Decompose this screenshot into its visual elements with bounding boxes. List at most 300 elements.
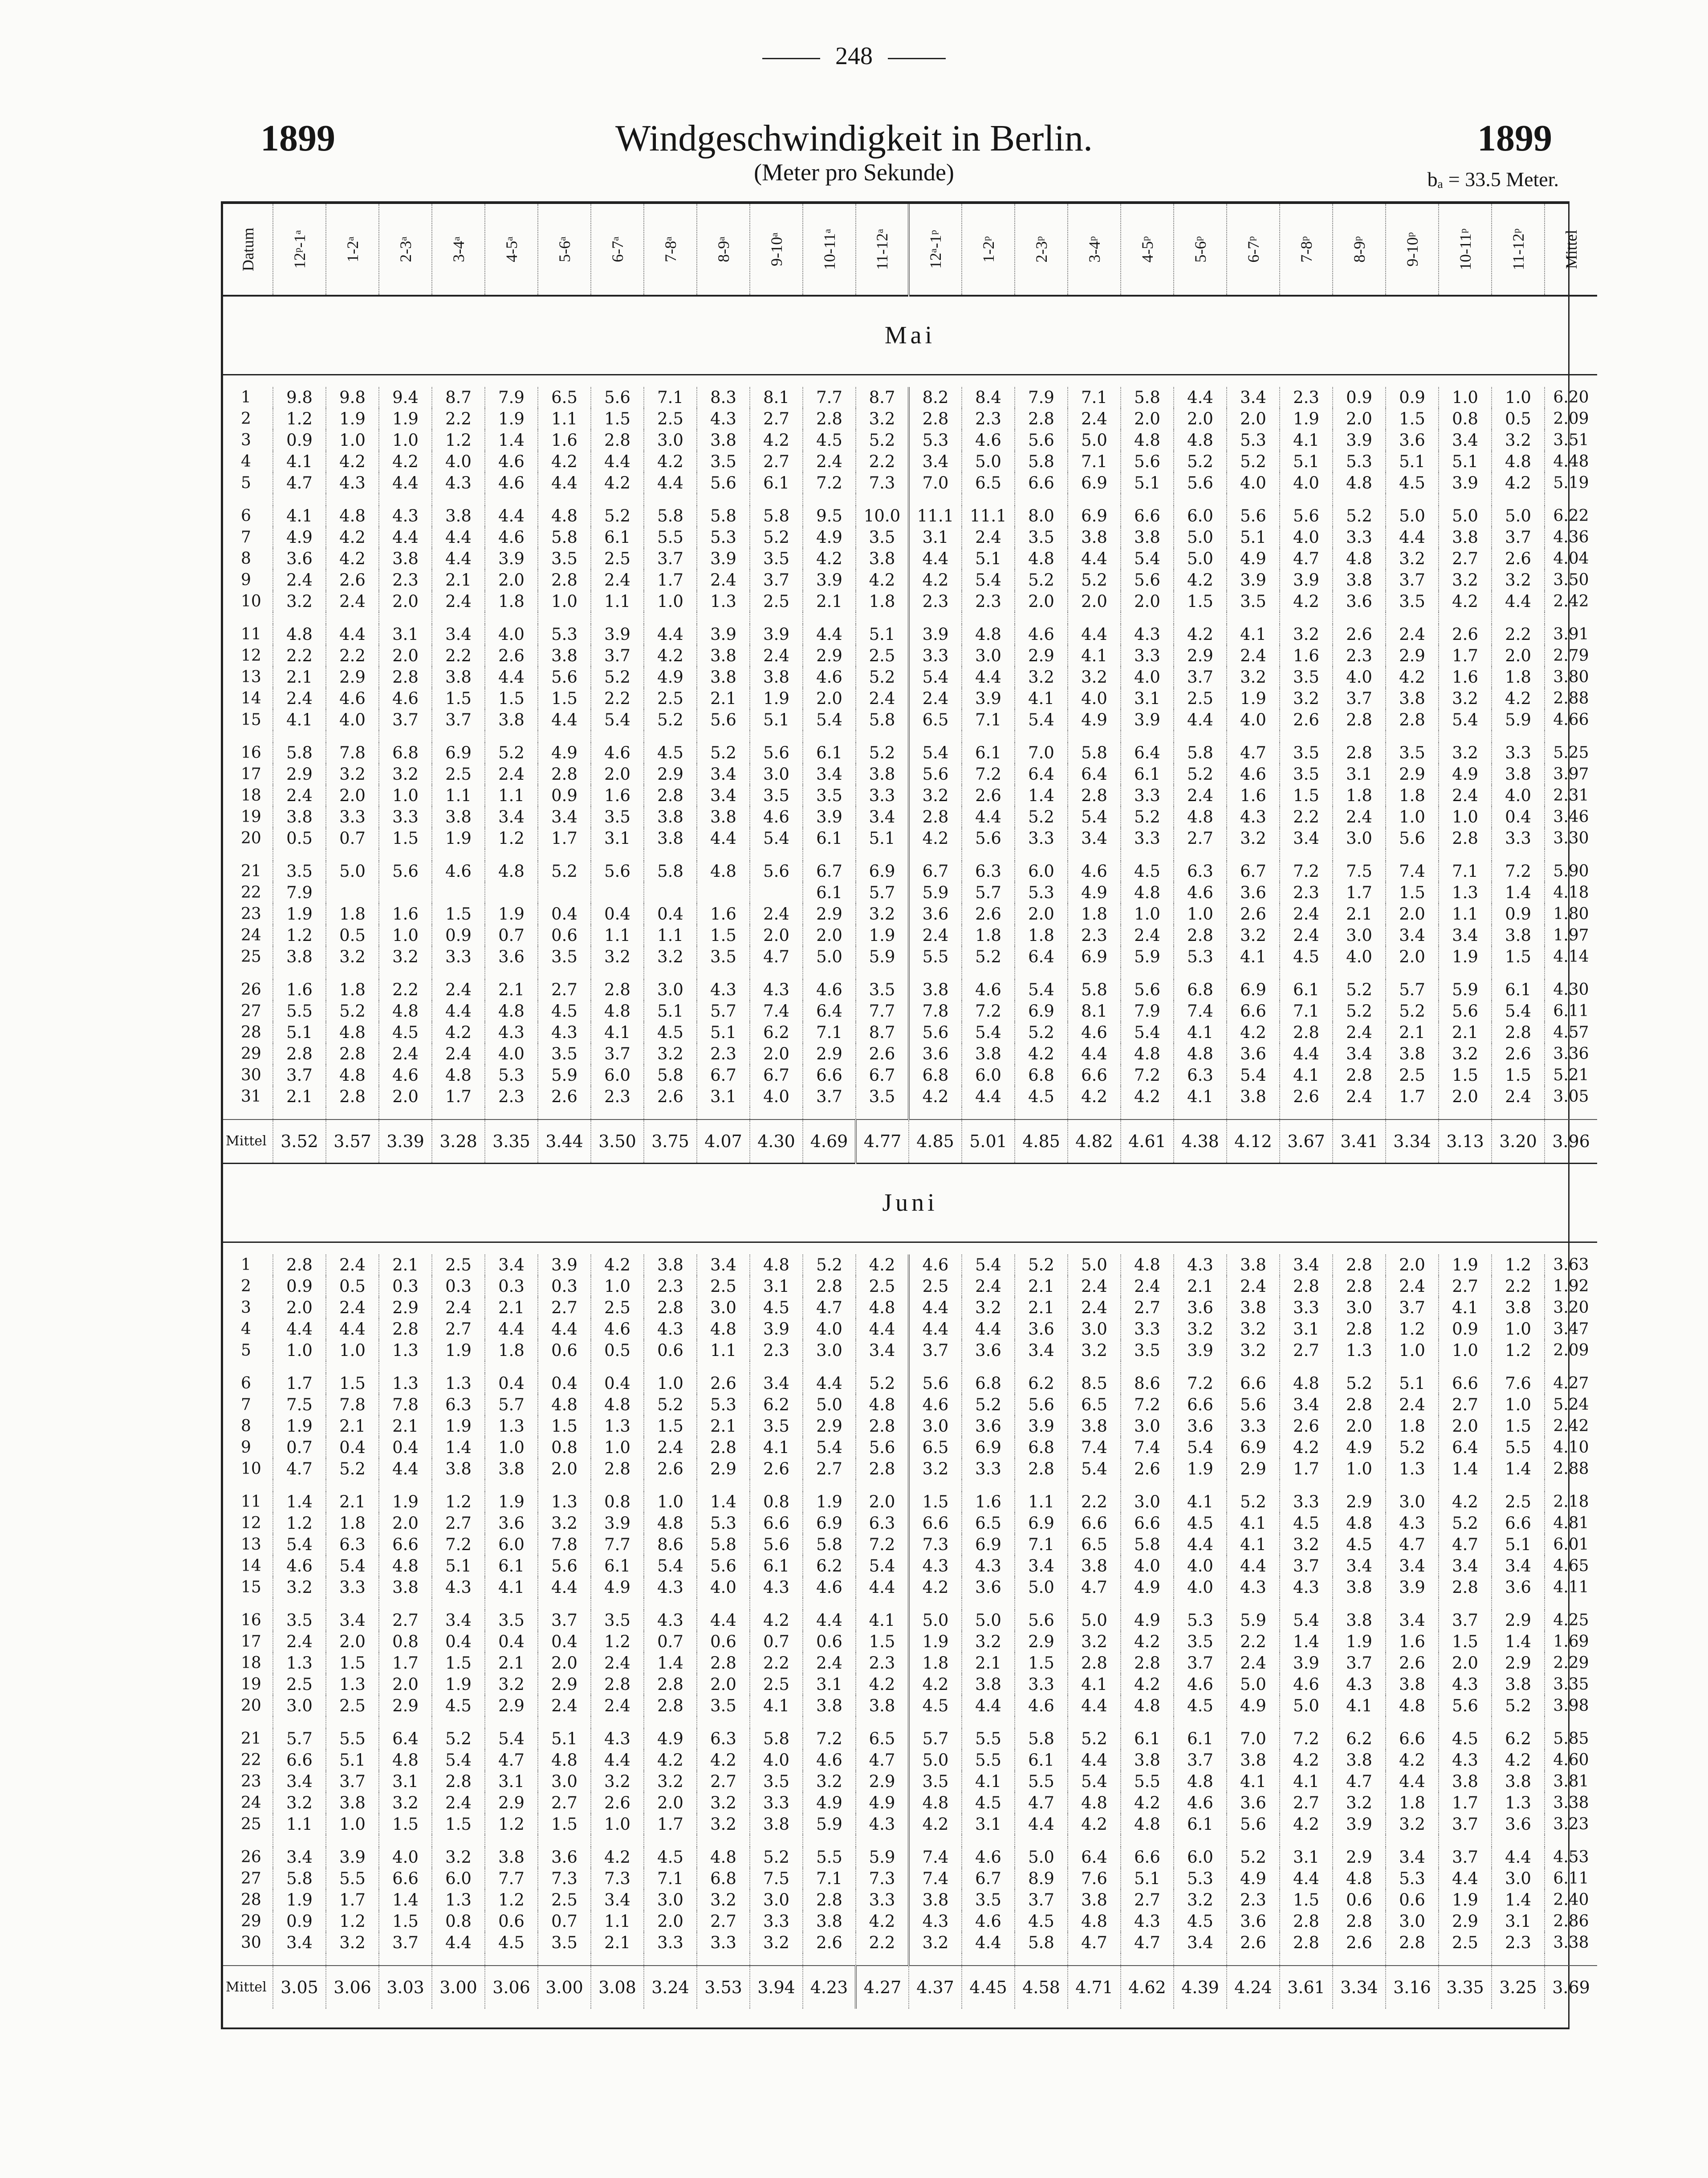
column-header-hour bbox=[1015, 204, 1068, 296]
value-cell: 4.4 bbox=[909, 1319, 962, 1340]
value-cell: 3.7 bbox=[432, 709, 485, 731]
value-cell: 5.9 bbox=[909, 882, 962, 904]
value-cell: 3.4 bbox=[1439, 1555, 1492, 1577]
value-cell: 6.9 bbox=[1068, 472, 1121, 494]
value-cell: 3.5 bbox=[909, 1771, 962, 1792]
value-cell: 2.2 bbox=[326, 645, 379, 667]
day-cell: 24 bbox=[223, 1792, 273, 1814]
table-row bbox=[223, 548, 1597, 570]
value-cell: 6.7 bbox=[856, 1065, 909, 1086]
value-cell: 5.3 bbox=[1333, 451, 1386, 472]
value-cell: 3.5 bbox=[273, 861, 326, 882]
value-cell: 2.2 bbox=[591, 688, 644, 709]
value-cell: 4.6 bbox=[432, 861, 485, 882]
value-cell: 3.5 bbox=[1227, 591, 1280, 612]
value-cell: 5.3 bbox=[697, 1513, 750, 1534]
monthly-mean-row bbox=[223, 1120, 1597, 1164]
value-cell: 3.0 bbox=[1386, 1491, 1439, 1513]
value-cell: 6.8 bbox=[962, 1373, 1015, 1394]
value-cell: 7.4 bbox=[1174, 1001, 1227, 1022]
value-cell: 2.0 bbox=[803, 688, 856, 709]
daily-mean-cell: 3.91 bbox=[1553, 625, 1589, 643]
value-cell: 4.4 bbox=[432, 548, 485, 570]
value-cell: 1.2 bbox=[485, 1889, 538, 1911]
day-cell: 8 bbox=[223, 1416, 273, 1437]
daily-mean-cell: 2.88 bbox=[1553, 1460, 1589, 1478]
value-cell: 5.1 bbox=[697, 1022, 750, 1043]
value-cell: 6.9 bbox=[1015, 1513, 1068, 1534]
value-cell: 1.8 bbox=[485, 591, 538, 612]
value-cell: 3.6 bbox=[1174, 1416, 1227, 1437]
value-cell: 3.2 bbox=[432, 1847, 485, 1868]
value-cell: 2.5 bbox=[856, 1276, 909, 1297]
value-cell: 5.4 bbox=[1015, 979, 1068, 1001]
value-cell: 1.4 bbox=[1492, 1631, 1545, 1653]
value-cell: 4.5 bbox=[644, 1022, 697, 1043]
value-cell: 3.8 bbox=[1333, 1577, 1386, 1598]
daily-mean-cell: 3.30 bbox=[1553, 829, 1589, 847]
value-cell: 1.0 bbox=[1174, 904, 1227, 925]
value-cell: 2.4 bbox=[1280, 925, 1333, 946]
value-cell: 4.0 bbox=[1333, 667, 1386, 688]
value-cell: 5.2 bbox=[1015, 570, 1068, 591]
value-cell: 6.6 bbox=[379, 1534, 432, 1555]
value-cell: 2.4 bbox=[909, 688, 962, 709]
value-cell: 4.4 bbox=[379, 527, 432, 548]
value-cell: 3.4 bbox=[1439, 430, 1492, 451]
value-cell: 5.3 bbox=[909, 430, 962, 451]
value-cell: 2.0 bbox=[485, 570, 538, 591]
value-cell: 5.8 bbox=[644, 861, 697, 882]
value-cell: 5.0 bbox=[962, 1610, 1015, 1631]
value-cell: 2.8 bbox=[909, 806, 962, 828]
value-cell: 4.9 bbox=[1068, 882, 1121, 904]
value-cell: 1.7 bbox=[432, 1086, 485, 1107]
value-cell: 6.6 bbox=[1068, 1513, 1121, 1534]
day-cell: 15 bbox=[223, 1577, 273, 1598]
value-cell: 1.0 bbox=[1439, 806, 1492, 828]
value-cell: 1.0 bbox=[591, 1276, 644, 1297]
value-cell: 2.9 bbox=[803, 1043, 856, 1065]
value-cell: 4.8 bbox=[1174, 1043, 1227, 1065]
monthly-mean-cell: 4.85 bbox=[1015, 1120, 1068, 1164]
value-cell: 4.4 bbox=[1280, 1043, 1333, 1065]
value-cell: 4.2 bbox=[697, 1750, 750, 1771]
value-cell: 5.0 bbox=[1280, 1695, 1333, 1717]
value-cell: 3.3 bbox=[1121, 645, 1174, 667]
value-cell: 2.9 bbox=[803, 1416, 856, 1437]
value-cell: 4.1 bbox=[273, 451, 326, 472]
value-cell: 4.2 bbox=[750, 430, 803, 451]
value-cell: 1.8 bbox=[1492, 667, 1545, 688]
value-cell: 4.2 bbox=[1121, 1674, 1174, 1695]
value-cell: 7.0 bbox=[909, 472, 962, 494]
value-cell: 2.4 bbox=[1068, 408, 1121, 430]
table-row bbox=[223, 527, 1597, 548]
value-cell: 1.9 bbox=[485, 408, 538, 430]
value-cell: 2.8 bbox=[591, 979, 644, 1001]
value-cell: 7.1 bbox=[962, 709, 1015, 731]
table-frame bbox=[221, 201, 1590, 2029]
monthly-mean-cell: 3.05 bbox=[273, 1966, 326, 2009]
value-cell: 6.6 bbox=[1227, 1373, 1280, 1394]
value-cell: 6.6 bbox=[1121, 1513, 1174, 1534]
monthly-mean-cell: 3.08 bbox=[591, 1966, 644, 2009]
header-row bbox=[223, 204, 1597, 296]
value-cell: 3.8 bbox=[432, 1458, 485, 1480]
value-cell: 1.9 bbox=[432, 1416, 485, 1437]
value-cell: 2.9 bbox=[1439, 1911, 1492, 1932]
value-cell: 4.1 bbox=[1227, 946, 1280, 968]
value-cell: 5.6 bbox=[697, 1555, 750, 1577]
value-cell: 2.1 bbox=[273, 1086, 326, 1107]
value-cell: 1.2 bbox=[432, 1491, 485, 1513]
value-cell: 3.1 bbox=[1280, 1847, 1333, 1868]
value-cell: 2.9 bbox=[697, 1458, 750, 1480]
value-cell: 3.0 bbox=[803, 1340, 856, 1361]
monthly-mean-cell: 3.06 bbox=[326, 1966, 379, 2009]
value-cell: 1.9 bbox=[485, 904, 538, 925]
value-cell: 2.8 bbox=[909, 408, 962, 430]
value-cell: 3.2 bbox=[644, 946, 697, 968]
value-cell: 6.4 bbox=[1015, 946, 1068, 968]
value-cell: 0.7 bbox=[485, 925, 538, 946]
value-cell: 1.4 bbox=[1439, 1458, 1492, 1480]
value-cell: 3.7 bbox=[591, 1043, 644, 1065]
value-cell: 5.6 bbox=[1174, 472, 1227, 494]
value-cell: 4.2 bbox=[1386, 1750, 1439, 1771]
value-cell: 4.8 bbox=[1174, 806, 1227, 828]
value-cell: 2.2 bbox=[750, 1653, 803, 1674]
value-cell: 5.0 bbox=[1068, 430, 1121, 451]
value-cell: 1.5 bbox=[432, 1653, 485, 1674]
value-cell: 8.7 bbox=[432, 387, 485, 408]
column-header-hour bbox=[962, 204, 1015, 296]
value-cell: 2.8 bbox=[591, 1674, 644, 1695]
value-cell: 1.8 bbox=[1386, 1416, 1439, 1437]
value-cell: 5.5 bbox=[1015, 1771, 1068, 1792]
value-cell: 5.2 bbox=[1333, 505, 1386, 527]
value-cell: 2.7 bbox=[750, 408, 803, 430]
value-cell: 2.1 bbox=[326, 1416, 379, 1437]
value-cell: 3.3 bbox=[697, 1932, 750, 1954]
value-cell: 1.0 bbox=[1492, 1319, 1545, 1340]
value-cell: 5.4 bbox=[591, 709, 644, 731]
value-cell: 1.4 bbox=[1280, 1631, 1333, 1653]
value-cell: 1.8 bbox=[326, 979, 379, 1001]
station-height: bₐ = 33.5 Meter. bbox=[1427, 168, 1559, 191]
value-cell: 2.9 bbox=[1333, 1491, 1386, 1513]
value-cell: 5.6 bbox=[750, 861, 803, 882]
value-cell: 3.1 bbox=[379, 1771, 432, 1792]
table-row bbox=[223, 591, 1597, 612]
value-cell: 3.9 bbox=[538, 1254, 591, 1276]
monthly-mean-cell: 3.69 bbox=[1545, 1966, 1597, 2009]
value-cell: 3.8 bbox=[1386, 1674, 1439, 1695]
value-cell: 4.2 bbox=[591, 472, 644, 494]
value-cell: 3.8 bbox=[538, 645, 591, 667]
day-cell: 9 bbox=[223, 570, 273, 591]
value-cell: 3.7 bbox=[1280, 1555, 1333, 1577]
value-cell: 6.6 bbox=[1492, 1513, 1545, 1534]
value-cell: 4.7 bbox=[485, 1750, 538, 1771]
value-cell: 7.3 bbox=[909, 1534, 962, 1555]
value-cell: 0.9 bbox=[538, 785, 591, 806]
value-cell: 1.0 bbox=[326, 430, 379, 451]
value-cell: 2.5 bbox=[432, 764, 485, 785]
value-cell: 1.4 bbox=[1015, 785, 1068, 806]
value-cell: 4.0 bbox=[326, 709, 379, 731]
value-cell: 3.8 bbox=[856, 764, 909, 785]
value-cell: 3.8 bbox=[1492, 1297, 1545, 1319]
value-cell: 3.5 bbox=[856, 527, 909, 548]
column-header-label: Mittel bbox=[1562, 230, 1580, 269]
value-cell: 4.3 bbox=[697, 408, 750, 430]
value-cell: 3.0 bbox=[1492, 1868, 1545, 1889]
month-heading: Juni bbox=[223, 1164, 1597, 1242]
value-cell: 3.1 bbox=[1333, 764, 1386, 785]
value-cell: 5.6 bbox=[1121, 979, 1174, 1001]
column-header-hour bbox=[1439, 204, 1492, 296]
value-cell: 1.9 bbox=[909, 1631, 962, 1653]
value-cell: 2.3 bbox=[909, 591, 962, 612]
value-cell: 1.0 bbox=[644, 1491, 697, 1513]
value-cell: 3.4 bbox=[485, 1254, 538, 1276]
value-cell: 4.7 bbox=[856, 1750, 909, 1771]
value-cell: 5.2 bbox=[856, 742, 909, 764]
column-header-hour bbox=[432, 204, 485, 296]
value-cell: 4.1 bbox=[1174, 1086, 1227, 1107]
monthly-mean-cell: 4.71 bbox=[1068, 1966, 1121, 2009]
table-row bbox=[223, 806, 1597, 828]
value-cell: 1.9 bbox=[485, 1491, 538, 1513]
value-cell: 4.8 bbox=[909, 1792, 962, 1814]
value-cell: 2.4 bbox=[1333, 1022, 1386, 1043]
value-cell: 3.2 bbox=[379, 764, 432, 785]
value-cell: 3.8 bbox=[750, 667, 803, 688]
table-row bbox=[223, 1458, 1597, 1480]
table-row bbox=[223, 946, 1597, 968]
value-cell: 4.0 bbox=[1227, 472, 1280, 494]
day-cell: 21 bbox=[223, 1728, 273, 1750]
value-cell: 6.4 bbox=[1068, 764, 1121, 785]
value-cell: 3.8 bbox=[697, 667, 750, 688]
value-cell: 6.5 bbox=[962, 472, 1015, 494]
value-cell: 6.6 bbox=[750, 1513, 803, 1534]
value-cell: 1.5 bbox=[1492, 946, 1545, 968]
value-cell: 3.4 bbox=[697, 1254, 750, 1276]
value-cell: 4.1 bbox=[1280, 1065, 1333, 1086]
column-header-label: 9-10ᵃ bbox=[767, 232, 785, 266]
value-cell: 2.6 bbox=[1333, 1932, 1386, 1954]
value-cell: 4.0 bbox=[1068, 688, 1121, 709]
value-cell: 4.2 bbox=[644, 451, 697, 472]
value-cell: 6.1 bbox=[591, 1555, 644, 1577]
value-cell: 1.0 bbox=[1386, 806, 1439, 828]
value-cell: 4.9 bbox=[1121, 1610, 1174, 1631]
value-cell: 4.3 bbox=[432, 1577, 485, 1598]
column-header-datum bbox=[223, 204, 273, 296]
value-cell: 3.2 bbox=[697, 1814, 750, 1835]
value-cell: 3.6 bbox=[1227, 1043, 1280, 1065]
value-cell: 7.4 bbox=[1386, 861, 1439, 882]
value-cell: 3.8 bbox=[697, 430, 750, 451]
value-cell: 6.9 bbox=[856, 861, 909, 882]
value-cell: 2.6 bbox=[962, 904, 1015, 925]
value-cell: 3.1 bbox=[485, 1771, 538, 1792]
daily-mean-cell: 4.14 bbox=[1553, 948, 1589, 966]
value-cell: 4.6 bbox=[803, 1577, 856, 1598]
value-cell: 4.5 bbox=[1015, 1086, 1068, 1107]
table-row bbox=[223, 1728, 1597, 1750]
day-cell: 18 bbox=[223, 1653, 273, 1674]
value-cell: 4.2 bbox=[1439, 591, 1492, 612]
value-cell: 3.7 bbox=[591, 645, 644, 667]
value-cell: 2.8 bbox=[1121, 1653, 1174, 1674]
value-cell: 1.9 bbox=[273, 904, 326, 925]
value-cell: 2.5 bbox=[644, 408, 697, 430]
value-cell: 1.9 bbox=[803, 1491, 856, 1513]
value-cell: 11.1 bbox=[962, 505, 1015, 527]
value-cell: 5.9 bbox=[1227, 1610, 1280, 1631]
value-cell: 3.2 bbox=[909, 1932, 962, 1954]
day-cell: 20 bbox=[223, 1695, 273, 1717]
value-cell: 3.7 bbox=[1333, 688, 1386, 709]
value-cell: 3.9 bbox=[962, 688, 1015, 709]
table-row bbox=[223, 861, 1597, 882]
value-cell: 5.6 bbox=[1015, 1394, 1068, 1416]
value-cell: 3.1 bbox=[1121, 688, 1174, 709]
value-cell: 3.2 bbox=[644, 1043, 697, 1065]
value-cell: 5.2 bbox=[1227, 451, 1280, 472]
value-cell: 2.0 bbox=[1439, 1416, 1492, 1437]
value-cell: 5.5 bbox=[962, 1728, 1015, 1750]
value-cell: 2.4 bbox=[1227, 645, 1280, 667]
value-cell: 4.5 bbox=[432, 1695, 485, 1717]
value-cell: 5.7 bbox=[856, 882, 909, 904]
day-cell: 6 bbox=[223, 505, 273, 527]
table-row bbox=[223, 1814, 1597, 1835]
value-cell: 1.6 bbox=[379, 904, 432, 925]
value-cell: 2.8 bbox=[273, 1043, 326, 1065]
table-row bbox=[223, 688, 1597, 709]
value-cell: 1.9 bbox=[750, 688, 803, 709]
day-cell: 14 bbox=[223, 688, 273, 709]
value-cell: 5.9 bbox=[538, 1065, 591, 1086]
value-cell: 1.0 bbox=[538, 591, 591, 612]
table-row bbox=[223, 1847, 1597, 1868]
value-cell: 0.8 bbox=[1439, 408, 1492, 430]
value-cell: 2.0 bbox=[326, 785, 379, 806]
value-cell: 1.1 bbox=[697, 1340, 750, 1361]
value-cell bbox=[485, 882, 538, 904]
value-cell: 4.6 bbox=[591, 1319, 644, 1340]
value-cell: 3.7 bbox=[1174, 1653, 1227, 1674]
value-cell: 4.2 bbox=[856, 1911, 909, 1932]
value-cell: 0.9 bbox=[273, 1276, 326, 1297]
value-cell: 2.8 bbox=[1386, 1932, 1439, 1954]
value-cell: 1.0 bbox=[1439, 387, 1492, 408]
value-cell: 2.6 bbox=[1439, 624, 1492, 645]
value-cell: 5.8 bbox=[1174, 742, 1227, 764]
value-cell: 2.9 bbox=[856, 1771, 909, 1792]
value-cell: 3.1 bbox=[962, 1814, 1015, 1835]
value-cell: 4.8 bbox=[326, 1022, 379, 1043]
value-cell: 4.2 bbox=[1280, 1814, 1333, 1835]
value-cell: 4.5 bbox=[803, 430, 856, 451]
value-cell: 7.2 bbox=[962, 764, 1015, 785]
value-cell: 7.2 bbox=[962, 1001, 1015, 1022]
value-cell: 6.0 bbox=[1174, 1847, 1227, 1868]
day-cell: 4 bbox=[223, 451, 273, 472]
value-cell: 3.5 bbox=[697, 451, 750, 472]
value-cell: 2.2 bbox=[1492, 624, 1545, 645]
value-cell: 4.0 bbox=[1121, 1555, 1174, 1577]
value-cell: 3.7 bbox=[1174, 1750, 1227, 1771]
value-cell: 4.0 bbox=[1280, 472, 1333, 494]
value-cell: 3.9 bbox=[1280, 1653, 1333, 1674]
daily-mean-cell: 4.57 bbox=[1553, 1023, 1589, 1042]
value-cell: 3.0 bbox=[644, 430, 697, 451]
value-cell: 3.6 bbox=[1492, 1814, 1545, 1835]
monthly-mean-cell: 4.07 bbox=[697, 1120, 750, 1164]
value-cell: 2.0 bbox=[538, 1458, 591, 1480]
value-cell: 2.7 bbox=[538, 1792, 591, 1814]
value-cell: 1.1 bbox=[644, 925, 697, 946]
value-cell: 2.9 bbox=[273, 764, 326, 785]
value-cell: 1.5 bbox=[1439, 1631, 1492, 1653]
value-cell: 1.5 bbox=[591, 408, 644, 430]
value-cell: 5.1 bbox=[1492, 1534, 1545, 1555]
value-cell: 5.3 bbox=[1227, 430, 1280, 451]
value-cell: 7.3 bbox=[856, 1868, 909, 1889]
value-cell: 2.6 bbox=[1280, 1416, 1333, 1437]
day-cell: 11 bbox=[223, 1491, 273, 1513]
value-cell: 4.8 bbox=[326, 1065, 379, 1086]
value-cell: 4.4 bbox=[485, 1319, 538, 1340]
column-header-hour bbox=[326, 204, 379, 296]
value-cell: 5.0 bbox=[803, 946, 856, 968]
value-cell: 2.8 bbox=[538, 764, 591, 785]
value-cell: 2.8 bbox=[538, 570, 591, 591]
value-cell: 4.3 bbox=[644, 1319, 697, 1340]
monthly-mean-cell: 3.16 bbox=[1386, 1966, 1439, 2009]
value-cell: 4.7 bbox=[1333, 1771, 1386, 1792]
value-cell: 4.2 bbox=[1492, 472, 1545, 494]
value-cell: 3.8 bbox=[1068, 527, 1121, 548]
table-row bbox=[223, 1577, 1597, 1598]
value-cell: 6.1 bbox=[1280, 979, 1333, 1001]
value-cell: 5.8 bbox=[1015, 1728, 1068, 1750]
value-cell: 5.2 bbox=[1068, 1728, 1121, 1750]
value-cell: 5.4 bbox=[326, 1555, 379, 1577]
table-row bbox=[223, 1297, 1597, 1319]
value-cell: 3.8 bbox=[803, 1695, 856, 1717]
value-cell: 3.6 bbox=[962, 1416, 1015, 1437]
value-cell: 5.2 bbox=[750, 1847, 803, 1868]
value-cell: 2.6 bbox=[750, 1458, 803, 1480]
day-cell: 21 bbox=[223, 861, 273, 882]
value-cell: 3.3 bbox=[1492, 742, 1545, 764]
day-cell: 7 bbox=[223, 1394, 273, 1416]
value-cell: 4.2 bbox=[856, 1254, 909, 1276]
value-cell: 6.0 bbox=[485, 1534, 538, 1555]
value-cell: 4.8 bbox=[538, 505, 591, 527]
value-cell: 1.5 bbox=[1386, 882, 1439, 904]
day-cell: 15 bbox=[223, 709, 273, 731]
value-cell: 4.2 bbox=[1174, 624, 1227, 645]
value-cell: 4.6 bbox=[1280, 1674, 1333, 1695]
